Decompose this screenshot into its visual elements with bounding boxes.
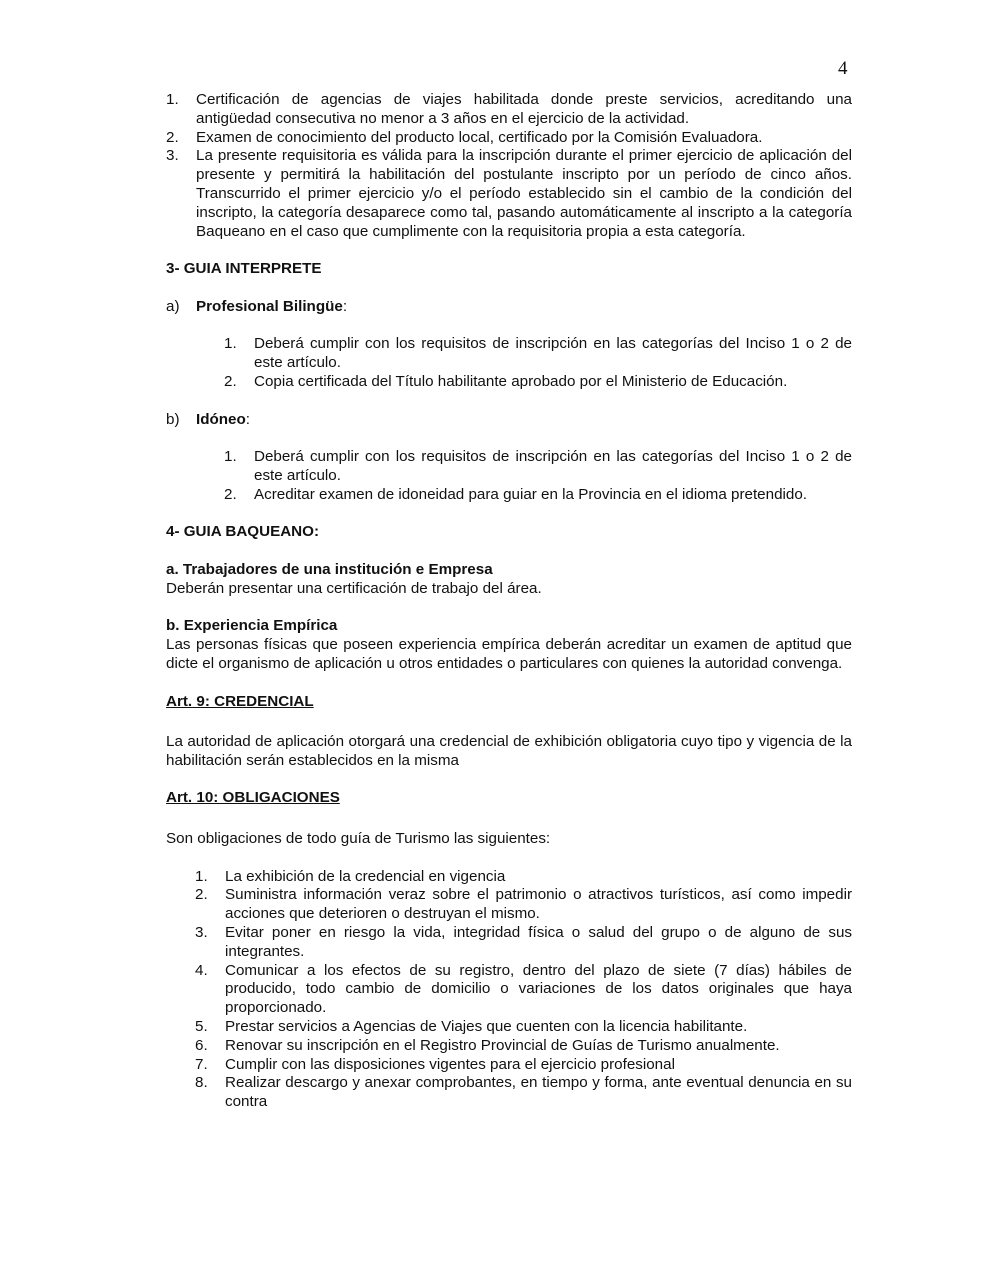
- list-item: [195, 1074, 852, 1112]
- list-item: [195, 962, 852, 1018]
- list-item: [224, 486, 852, 505]
- item-number: 3.: [166, 147, 179, 165]
- item-number: 3.: [195, 924, 208, 942]
- list-item: [195, 886, 852, 924]
- item-text: Examen de conocimiento del producto local, certificado por la Comisión Evaluadora.: [196, 128, 763, 146]
- item-number: 2.: [166, 128, 179, 146]
- colon: :: [245, 410, 251, 428]
- subsection-label: a): [166, 297, 180, 315]
- article-heading-obligaciones: Art. 10: OBLIGACIONES: [166, 789, 340, 807]
- item-text: Deberá cumplir con los requisitos de inscripción en las categorías del Inciso 1 o 2 de este artículo.: [254, 335, 852, 372]
- item-text: Copia certificada del Título habilitante aprobado por el Ministerio de Educación.: [254, 372, 788, 390]
- item-number: 6.: [195, 1036, 208, 1054]
- subsection-idoneo: [166, 411, 852, 430]
- paragraph-experiencia: Las personas físicas que poseen experiencia empírica deberán acreditar un examen de aptitud que dicte el organismo de aplicación u otros entidades o particulares con quienes la autoridad convenga.: [166, 636, 852, 672]
- section-heading-guia-baqueano: 4- GUIA BAQUEANO:: [166, 523, 320, 541]
- obligations-list: [195, 868, 852, 1112]
- page-number: 4: [838, 58, 848, 79]
- item-text: Suministra información veraz sobre el patrimonio o atractivos turísticos, así como impedir acciones que deterioren o destruyan el mismo.: [225, 886, 852, 923]
- item-text: La presente requisitoria es válida para la inscripción durante el primer ejercicio de aplicación del presente y permitirá la habilitación del postulante inscripto por un período de cinco años. Transcurrido el primer ejercicio y/o el período establecido sin el cambio de la condición del inscripto, la categoría desaparece como tal, pasando automáticamente al inscripto a la categoría Baqueano en el caso que cumplimente con la requisitoria propia a esta categoría.: [196, 147, 852, 240]
- list-item: [224, 373, 852, 392]
- list-item: [195, 1056, 852, 1075]
- item-text: Renovar su inscripción en el Registro Provincial de Guías de Turismo anualmente.: [225, 1036, 780, 1054]
- item-number: 2.: [224, 485, 237, 503]
- item-number: 1.: [224, 335, 237, 353]
- article-heading-credencial: Art. 9: CREDENCIAL: [166, 692, 314, 710]
- item-text: La exhibición de la credencial en vigencia: [225, 867, 506, 885]
- list-item: [166, 129, 852, 148]
- item-number: 1.: [195, 867, 208, 885]
- subsection-profesional-bilingue: [166, 298, 852, 317]
- item-text: Evitar poner en riesgo la vida, integridad física o salud del grupo o de alguno de sus integrantes.: [225, 924, 852, 960]
- item-number: 8.: [195, 1074, 208, 1092]
- item-text: Prestar servicios a Agencias de Viajes que cuenten con la licencia habilitante.: [225, 1018, 748, 1036]
- item-number: 1.: [166, 91, 179, 108]
- paragraph-obligaciones-intro: Son obligaciones de todo guía de Turismo las siguientes:: [166, 830, 551, 848]
- subsection-label: b): [166, 410, 180, 428]
- paragraph-trabajadores: Deberán presentar una certificación de trabajo del área.: [166, 579, 542, 597]
- paragraph-credencial: La autoridad de aplicación otorgará una credencial de exhibición obligatoria cuyo tipo y vigencia de la habilitación serán establecidos en la misma: [166, 733, 852, 769]
- requirements-list: [166, 91, 852, 241]
- item-number: 7.: [195, 1055, 208, 1073]
- subsection-title-experiencia: b. Experiencia Empírica: [166, 617, 338, 635]
- subsection-title: Profesional Bilingüe: [196, 297, 343, 315]
- list-item: [195, 1018, 852, 1037]
- list-item: [166, 91, 852, 129]
- item-text: Acreditar examen de idoneidad para guiar en la Provincia en el idioma pretendido.: [254, 485, 808, 503]
- list-item: [195, 868, 852, 887]
- item-text: Comunicar a los efectos de su registro, dentro del plazo de siete (7 días) hábiles de producido, todo cambio de domicilio o variaciones de los datos originales que haya proporcionado.: [225, 961, 852, 1017]
- list-item: [195, 924, 852, 962]
- colon: :: [342, 297, 348, 315]
- item-text: Certificación de agencias de viajes habilitada donde preste servicios, acreditando una antigüedad consecutiva no menor a 3 años en el ejercicio de la actividad.: [196, 91, 852, 127]
- item-text: Deberá cumplir con los requisitos de inscripción en las categorías del Inciso 1 o 2 de este artículo.: [254, 448, 852, 484]
- item-number: 1.: [224, 448, 237, 466]
- list-item: [224, 335, 852, 373]
- item-number: 5.: [195, 1018, 208, 1036]
- item-number: 2.: [195, 886, 208, 904]
- item-number: 2.: [224, 372, 237, 390]
- bilingue-requirements-list: [224, 335, 852, 391]
- list-item: [195, 1037, 852, 1056]
- subsection-title: Idóneo: [196, 410, 246, 428]
- idoneo-requirements-list: [224, 448, 852, 504]
- item-text: Realizar descargo y anexar comprobantes, en tiempo y forma, ante eventual denuncia en su contra: [225, 1074, 852, 1111]
- page-content: [166, 91, 852, 1112]
- list-item: [224, 448, 852, 486]
- item-text: Cumplir con las disposiciones vigentes para el ejercicio profesional: [225, 1055, 675, 1073]
- subsection-title-trabajadores: a. Trabajadores de una institución e Empresa: [166, 560, 493, 578]
- item-number: 4.: [195, 961, 208, 979]
- section-heading-guia-interprete: 3- GUIA INTERPRETE: [166, 260, 322, 278]
- list-item: [166, 147, 852, 241]
